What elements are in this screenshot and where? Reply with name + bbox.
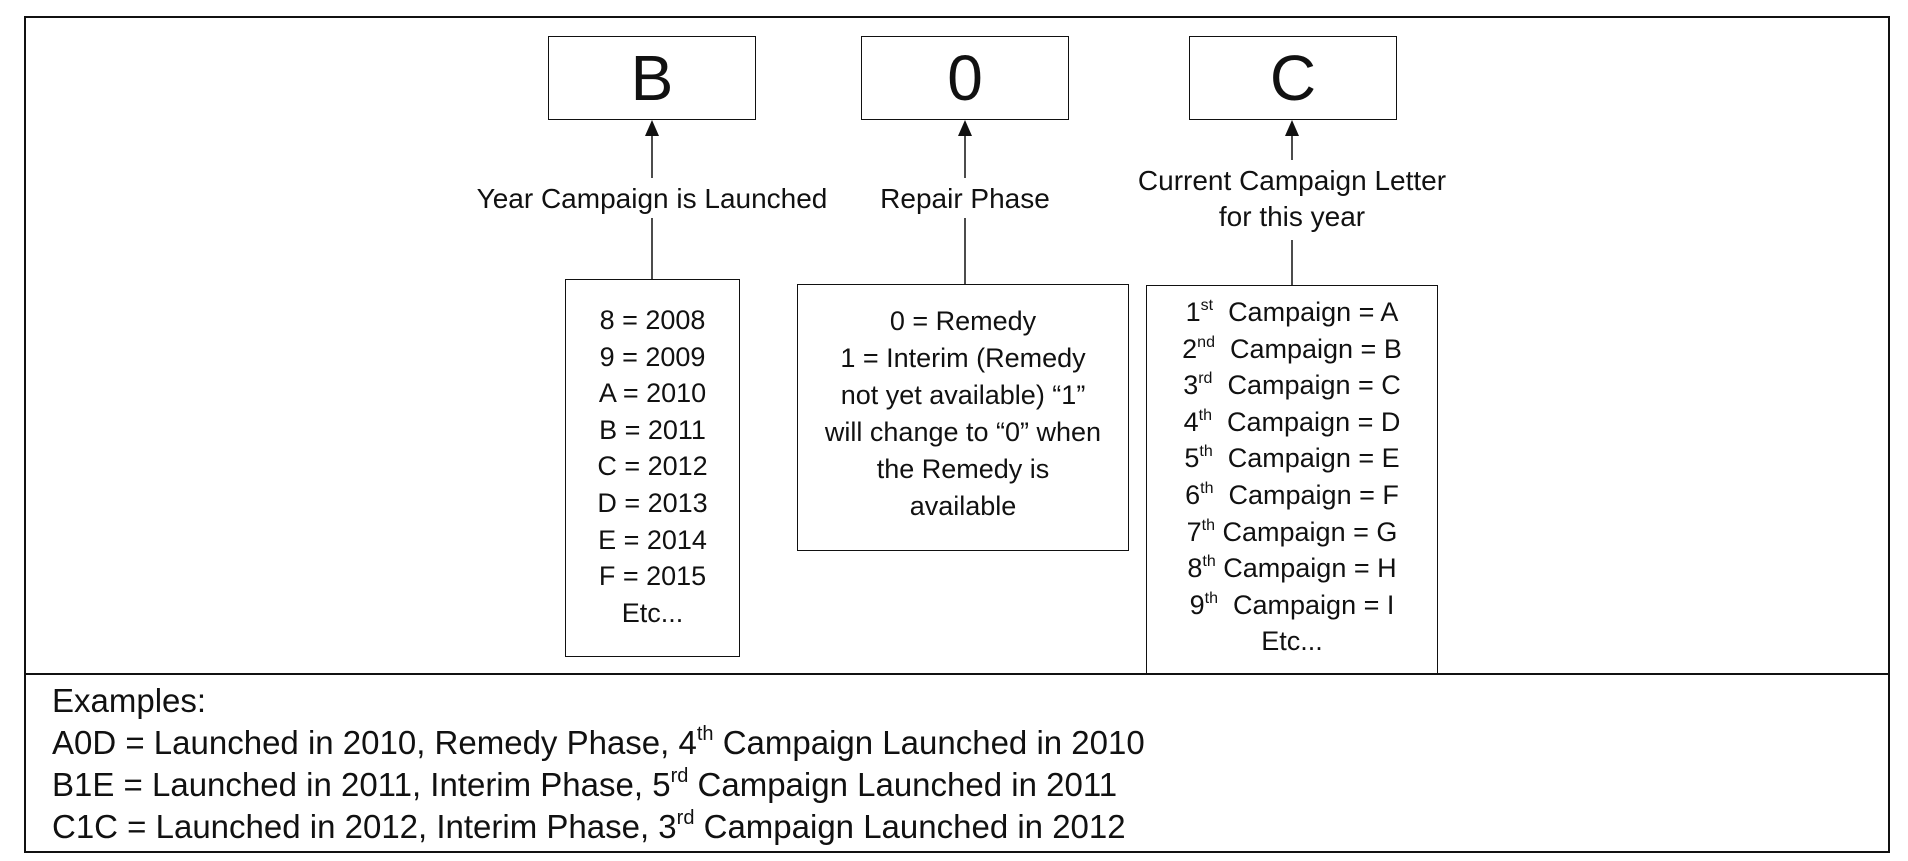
- phase-list-item: will change to “0” when: [824, 417, 1102, 447]
- phase-arrowhead: [958, 120, 972, 136]
- campaign-list-item: 6th Campaign = F: [1185, 479, 1399, 510]
- phase-label: Repair Phase: [880, 183, 1050, 214]
- campaign-list-item: 7th Campaign = G: [1186, 516, 1398, 547]
- campaign-label-line1: Current Campaign Letter: [1137, 165, 1447, 196]
- examples-section: [52, 680, 1145, 848]
- campaign-list-item: 3rd Campaign = C: [1183, 370, 1401, 401]
- phase-list-item: not yet available) “1”: [840, 380, 1086, 410]
- year-arrowhead: [645, 120, 659, 136]
- phase-list-box: [797, 284, 1129, 551]
- phase-list-item: the Remedy is: [876, 454, 1050, 484]
- examples-heading: Examples:: [52, 682, 207, 719]
- example-line: B1E = Launched in 2011, Interim Phase, 5rd Campaign Launched in 2011: [52, 765, 1118, 803]
- year-list-box: [565, 279, 740, 657]
- year-label: Year Campaign is Launched: [476, 183, 828, 214]
- campaign-list-item: 9th Campaign = I: [1189, 589, 1395, 620]
- year-list-item: F = 2015: [598, 561, 707, 592]
- phase-list-item: 0 = Remedy: [889, 306, 1037, 336]
- phase-list-item: available: [909, 491, 1017, 521]
- phase-list-item: 1 = Interim (Remedy: [840, 343, 1086, 373]
- year-list-item: 9 = 2009: [599, 341, 706, 372]
- year-list-item: E = 2014: [598, 524, 707, 555]
- year-code: B: [630, 42, 674, 114]
- campaign-list-item: 4th Campaign = D: [1183, 406, 1401, 437]
- example-line: C1C = Launched in 2012, Interim Phase, 3rd Campaign Launched in 2012: [52, 807, 1126, 845]
- example-line: A0D = Launched in 2010, Remedy Phase, 4th Campaign Launched in 2010: [52, 723, 1145, 761]
- year-list-item: C = 2012: [597, 451, 708, 482]
- phase-code: 0: [947, 42, 983, 114]
- year-list-item: A = 2010: [598, 378, 707, 409]
- campaign-list-item: 2nd Campaign = B: [1182, 333, 1402, 364]
- campaign-list-box: [1146, 285, 1438, 674]
- campaign-label: [1092, 163, 1492, 235]
- year-list-etc: Etc...: [621, 597, 684, 628]
- campaign-list-item: 5th Campaign = E: [1184, 443, 1400, 474]
- year-list-item: B = 2011: [599, 414, 706, 445]
- campaign-list-etc: Etc...: [1261, 626, 1323, 657]
- campaign-list-item: 1st Campaign = A: [1185, 297, 1399, 327]
- campaign-label-line2: for this year: [1218, 201, 1366, 232]
- year-list-item: 8 = 2008: [599, 305, 706, 335]
- campaign-list-item: 8th Campaign = H: [1187, 553, 1397, 584]
- year-list-item: D = 2013: [597, 487, 708, 518]
- campaign-arrowhead: [1285, 120, 1299, 136]
- campaign-code: C: [1269, 42, 1317, 114]
